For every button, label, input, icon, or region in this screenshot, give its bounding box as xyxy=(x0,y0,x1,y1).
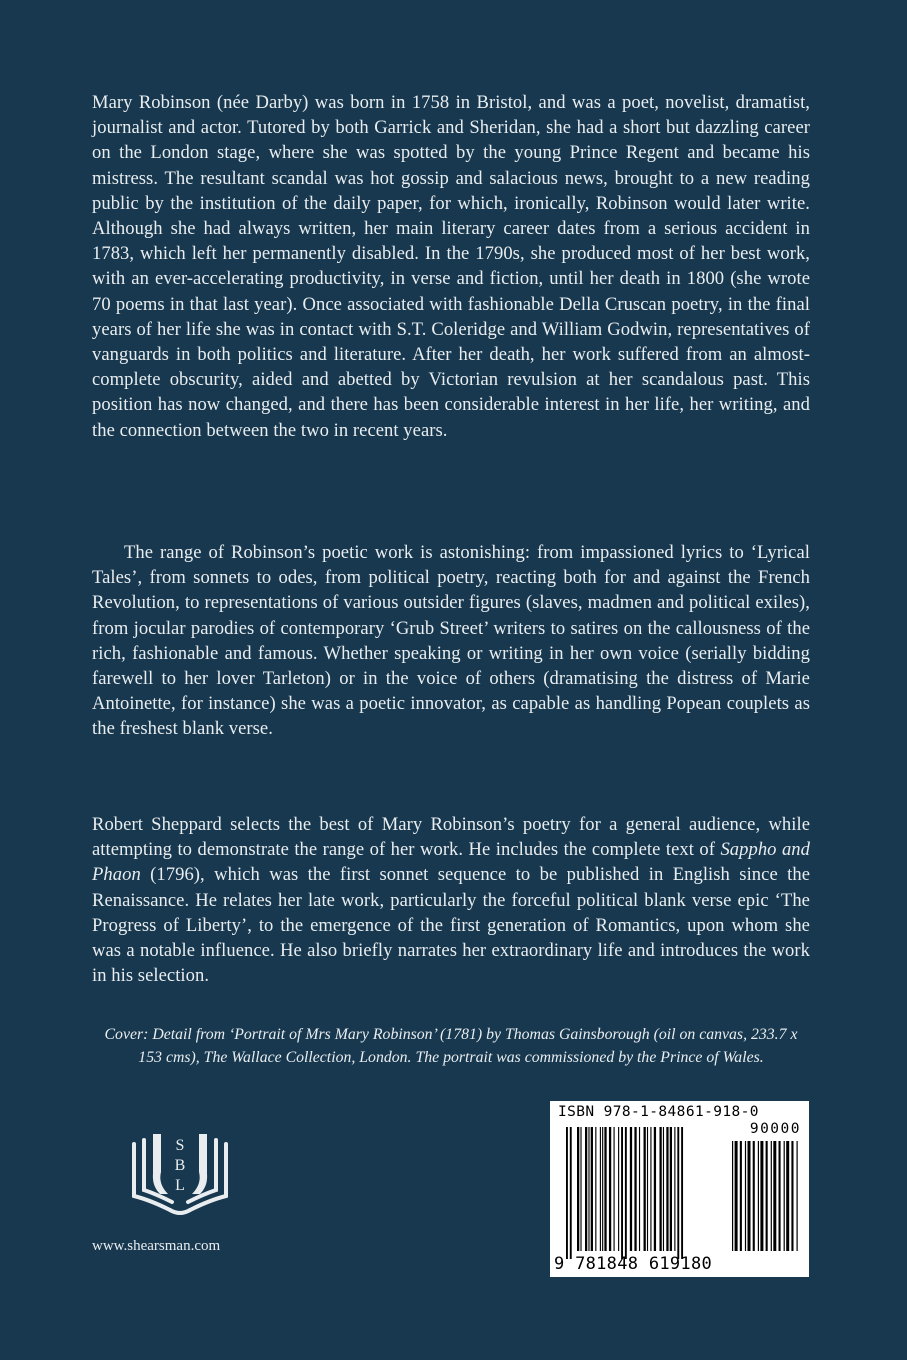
paragraph-selection-text xyxy=(92,812,810,988)
price-addon-code: 90000 xyxy=(749,1121,801,1137)
isbn-label: ISBN 978-1-84861-918-0 xyxy=(558,1104,759,1120)
barcode-bar xyxy=(625,1127,627,1259)
barcode-bar xyxy=(618,1127,619,1251)
paragraph-selection xyxy=(92,812,810,988)
paragraph-biography xyxy=(92,90,810,443)
barcode-bar xyxy=(779,1141,781,1251)
barcode-bar xyxy=(740,1141,742,1251)
isbn-barcode xyxy=(550,1101,809,1277)
barcode-bar xyxy=(634,1127,636,1251)
barcode-bar xyxy=(621,1127,623,1259)
ean-digits: 9 781848 619180 xyxy=(554,1254,713,1274)
paragraph-biography-text: Mary Robinson (née Darby) was born in 1758 in Bristol, and was a poet, novelist, dramatist, journalist and actor. Tutored by both Garrick and Sheridan, she had a short but dazzling career on the London stage, where she was spotted by the young Prince Regent and became his mistress. The resultant scandal was hot gossip and salacious news, brought to a new reading public by the institution of the daily paper, for which, ironically, Robinson would later write. Although she had always written, her main literary career dates from a serious accident in 1783, which left her permanently disabled. In the 1790s, she produced most of her best work, with an ever-accelerating productivity, in verse and fiction, until her death in 1800 (she wrote 70 poems in that last year). Once associated with fashionable Della Cruscan poetry, in the final years of her life she was in contact with S.T. Coleridge and William Godwin, representatives of vanguards in both politics and literature. After her death, her work suffered from an almost-complete obscurity, aided and abetted by Victorian revulsion at her scandalous past. This position has now changed, and there has been considerable interest in her life, her writing, and the connection between the two in recent years. xyxy=(92,92,810,441)
barcode-bar xyxy=(580,1127,581,1251)
book-title-sappho-and-phaon: Sappho and Phaon xyxy=(92,839,811,886)
barcode-bar xyxy=(609,1127,611,1251)
barcode-bar xyxy=(595,1127,596,1251)
barcode-bar xyxy=(654,1127,656,1251)
barcode-bar xyxy=(647,1127,648,1251)
barcode-bar xyxy=(681,1127,683,1259)
barcode-bar xyxy=(566,1127,568,1259)
barcode-bar xyxy=(577,1127,579,1251)
barcode-bar xyxy=(786,1141,789,1251)
logo-letter-l: L xyxy=(175,1177,185,1194)
logo-letter-b: B xyxy=(174,1157,186,1174)
barcode-bar xyxy=(666,1127,668,1251)
barcode-bar xyxy=(735,1141,738,1251)
paragraph-poetic-range xyxy=(92,540,810,742)
barcode-bar xyxy=(602,1127,603,1251)
barcode-bar xyxy=(644,1127,646,1251)
barcode-bar xyxy=(766,1141,768,1251)
barcode-bar xyxy=(791,1141,793,1251)
shearsman-logo-mark xyxy=(130,1130,230,1222)
paragraph-selection-part-2: (1796), which was the first sonnet sequence to be published in English since the Renaissance. He relates her late work, particularly the forceful political blank verse epic ‘The Progress of Liberty’, to the emergence of the first generation of Romantics, upon whom she was a notable influence. He also briefly narrates her extraordinary life and introduces the work in his selection. xyxy=(92,864,810,987)
barcode-bar xyxy=(670,1127,672,1251)
barcode-bar xyxy=(758,1141,759,1251)
barcode-bar xyxy=(659,1127,661,1251)
barcode-bar xyxy=(588,1127,589,1251)
barcode-bar xyxy=(600,1127,601,1251)
barcode-bar xyxy=(753,1141,755,1251)
paragraph-selection-part-1: Robert Sheppard selects the best of Mary Robinson’s poetry for a general audience, while attempting to demonstrate the range of her work. He includes the complete text of xyxy=(92,814,810,861)
barcode-bar xyxy=(604,1127,606,1251)
barcode-bar xyxy=(773,1141,776,1251)
barcode-bar xyxy=(732,1141,733,1251)
shearsman-logo xyxy=(130,1130,230,1222)
barcode-bar xyxy=(570,1127,572,1259)
barcode-bar xyxy=(677,1127,679,1259)
barcode-bar xyxy=(784,1141,785,1251)
barcode-bar xyxy=(639,1127,640,1251)
barcode-bar xyxy=(650,1127,651,1251)
publisher-website: www.shearsman.com xyxy=(92,1238,221,1254)
barcode-bar xyxy=(748,1141,751,1251)
barcode-bar xyxy=(663,1127,664,1251)
barcode-bar xyxy=(797,1141,798,1251)
barcode-bar xyxy=(674,1127,675,1251)
barcode-bar xyxy=(630,1127,632,1251)
paragraph-poetic-range-text: The range of Robinson’s poetic work is astonishing: from impassioned lyrics to ‘Lyrical Tales’, from sonnets to odes, from political poetry, reacting both for and against the French Revolution, to representations of various outsider figures (slaves, madmen and political exiles), from jocular parodies of contemporary ‘Grub Street’ writers to satires on the callousness of the rich, fashionable and famous. Whether speaking or writing in her own voice (serially bidding farewell to her lover Tarleton) or in the voice of others (dramatising the distress of Marie Antoinette, for instance) she was a poetic innovator, as capable as handling Popean couplets as the freshest blank verse. xyxy=(92,542,810,740)
barcode-bar xyxy=(760,1141,763,1251)
barcode-bar xyxy=(745,1141,746,1251)
logo-letter-s: S xyxy=(175,1137,185,1154)
barcode-bar xyxy=(585,1127,587,1251)
barcode-bar xyxy=(614,1127,615,1251)
barcode-bar xyxy=(591,1127,593,1251)
barcode-bar xyxy=(771,1141,772,1251)
cover-caption: Cover: Detail from ‘Portrait of Mrs Mary Robinson’ (1781) by Thomas Gainsborough (oil on canvas, 233.7 x 153 cms), The Wallace Collection, London. The portrait was commissioned by the Prince of Wales. xyxy=(104,1026,798,1066)
